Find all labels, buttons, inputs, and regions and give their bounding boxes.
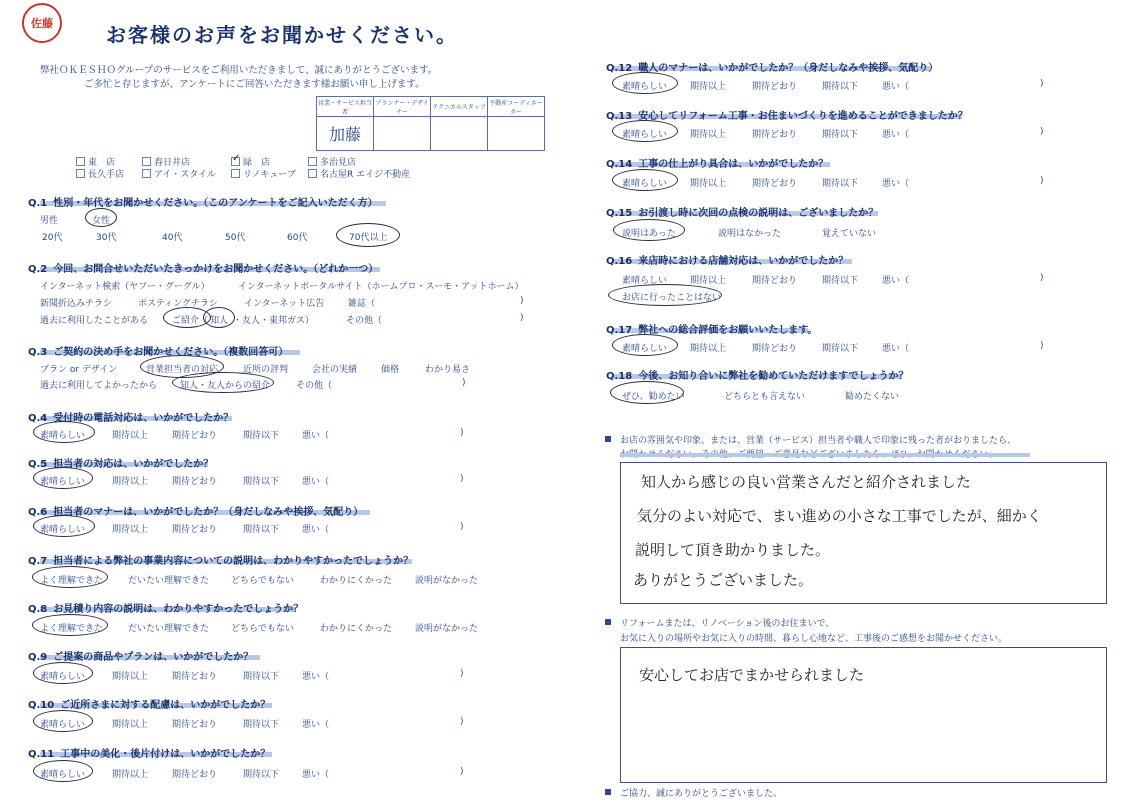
staff-realestate-cell bbox=[488, 117, 545, 151]
q5-title: Q.5 担当者の対応は、いかがでしたか？ bbox=[28, 459, 214, 470]
q7-understood-well[interactable]: よく理解できた bbox=[40, 576, 104, 586]
q1-age-20s[interactable]: 20代 bbox=[42, 233, 63, 243]
store-istyle[interactable]: アイ・スタイル bbox=[142, 167, 216, 180]
store-nagoya-r-age[interactable]: 名古屋R エイジ不動産 bbox=[308, 167, 410, 180]
q3-plan-design[interactable]: プラン or デザイン bbox=[40, 365, 118, 375]
q4-below[interactable]: 期待以下 bbox=[243, 431, 280, 441]
q18-neutral[interactable]: どちらとも言えない bbox=[724, 392, 806, 402]
q10-title: Q.10 ご近所さまに対する配慮は、いかがでしたか？ bbox=[28, 700, 271, 711]
q2-acquaintance-circle bbox=[203, 307, 235, 328]
q8-understood-well[interactable]: よく理解できた bbox=[40, 624, 104, 634]
q13-title: Q.13 安心してリフォーム工事・お住まいづくりを進めることができましたか？ bbox=[606, 111, 968, 122]
q17-excellent[interactable]: 素晴らしい bbox=[622, 344, 668, 354]
staff-table bbox=[316, 96, 545, 151]
comment2-prompt-2: お気に入りの場所やお気に入りの時間、暮らし心地など、工事後のご感想をお聞かせください。 bbox=[620, 634, 1008, 644]
q16-bad[interactable]: 悪い（ bbox=[882, 276, 910, 286]
q1-title: Q.1 性別・年代をお聞かせください。（このアンケートをご記入いただく方） bbox=[28, 198, 378, 209]
footer-thanks: ご協力、誠にありがとうございました。 bbox=[620, 789, 783, 799]
q18-not-recommend[interactable]: 勧めたくない bbox=[845, 392, 900, 402]
q6-title: Q.6 担当者のマナーは、いかがでしたか？（身だしなみや挨拶、気配り） bbox=[28, 507, 364, 518]
q10-bad[interactable]: 悪い（ bbox=[302, 720, 330, 730]
q1-male[interactable]: 男性 bbox=[40, 216, 59, 226]
staff-technical-cell bbox=[431, 117, 488, 151]
q10-as-expected[interactable]: 期待どおり bbox=[172, 720, 218, 730]
staff-sales-name: 加藤 bbox=[317, 117, 374, 151]
q8-no-explanation[interactable]: 説明がなかった bbox=[415, 624, 479, 634]
q7-circle bbox=[32, 566, 108, 588]
q1-age-60s[interactable]: 60代 bbox=[287, 233, 308, 243]
q5-bad[interactable]: 悪い（ bbox=[302, 477, 330, 487]
q17-as-expected[interactable]: 期待どおり bbox=[752, 344, 798, 354]
q9-title: Q.9 ご提案の商品やプランは、いかがでしたか？ bbox=[28, 652, 254, 663]
q2-title: Q.2 今回、お問合せいただいたきっかけをお聞かせください。（どれか一つ） bbox=[28, 264, 379, 275]
q11-below[interactable]: 期待以下 bbox=[243, 770, 280, 780]
q6-below[interactable]: 期待以下 bbox=[243, 525, 280, 535]
q2-internet-ad[interactable]: インターネット広告 bbox=[244, 299, 325, 309]
q9-circle bbox=[33, 662, 93, 684]
staff-header-planner: プランナー・デザイナー bbox=[374, 97, 431, 117]
q14-above[interactable]: 期待以上 bbox=[690, 179, 727, 189]
q10-circle bbox=[33, 710, 93, 732]
q15-not-explained[interactable]: 説明はなかった bbox=[718, 229, 782, 239]
intro-line-2: ご多忙と存じますが、アンケートにご回答いただきます様お願い申し上げます。 bbox=[84, 79, 425, 90]
checkbox-icon bbox=[231, 169, 240, 178]
q2-internet-portal[interactable]: インターネットポータルサイト（ホームプロ・スーモ・アットホーム） bbox=[238, 282, 524, 292]
q1-female-circle bbox=[85, 208, 117, 227]
q17-below[interactable]: 期待以下 bbox=[822, 344, 859, 354]
q4-as-expected[interactable]: 期待どおり bbox=[172, 431, 218, 441]
q16-title: Q.16 来店時における店舗対応は、いかがでしたか？ bbox=[606, 256, 849, 267]
q11-bad[interactable]: 悪い（ bbox=[302, 770, 330, 780]
store-higashi[interactable]: 東 店 bbox=[76, 155, 115, 168]
q13-excellent[interactable]: 素晴らしい bbox=[622, 130, 668, 140]
q12-above[interactable]: 期待以上 bbox=[690, 82, 727, 92]
q3-good-past-use[interactable]: 過去に利用してよかったから bbox=[40, 381, 158, 391]
q15-explained[interactable]: 説明はあった bbox=[622, 229, 676, 239]
q14-title: Q.14 工事の仕上がり具合は、いかがでしたか？ bbox=[606, 159, 829, 170]
q6-bad-close: ) bbox=[460, 522, 464, 532]
store-tajimi[interactable]: 多治見店 bbox=[308, 155, 356, 168]
q3-sales-response[interactable]: 営業担当者の対応 bbox=[146, 365, 219, 375]
comment1-hand-line-1: 知人から感じの良い営業さんだと紹介されました bbox=[641, 473, 972, 491]
q9-excellent[interactable]: 素晴らしい bbox=[40, 672, 86, 682]
comment2-prompt-1: リフォームまたは、リノベーション後のお住まいで、 bbox=[620, 619, 835, 629]
q5-above[interactable]: 期待以上 bbox=[112, 477, 149, 487]
q2-acquaintance[interactable]: 知人 bbox=[210, 316, 229, 326]
q13-as-expected[interactable]: 期待どおり bbox=[752, 130, 798, 140]
q14-bad-close: ) bbox=[1040, 176, 1044, 186]
q12-bad[interactable]: 悪い（ bbox=[882, 82, 910, 92]
comment1-hand-line-3: 説明して頂き助かりました。 bbox=[635, 541, 831, 559]
q4-above[interactable]: 期待以上 bbox=[112, 431, 149, 441]
seal-stamp-text: 佐藤 bbox=[31, 17, 53, 30]
q16-never-visited[interactable]: お店に行ったことはない bbox=[622, 293, 722, 303]
q2-posting-flyer[interactable]: ポスティングチラシ bbox=[138, 299, 218, 309]
square-bullet-icon bbox=[605, 789, 611, 795]
q11-above[interactable]: 期待以上 bbox=[112, 770, 149, 780]
q7-title: Q.7 担当者による弊社の事業内容についての説明は、わかりやすかったでしょうか？ bbox=[28, 556, 414, 567]
q13-bad-close: ) bbox=[1040, 127, 1044, 137]
q17-circle bbox=[612, 334, 678, 356]
q11-excellent[interactable]: 素晴らしい bbox=[40, 770, 86, 780]
q2-other-close: ) bbox=[520, 313, 524, 323]
q10-below[interactable]: 期待以下 bbox=[243, 720, 280, 730]
q7-no-explanation[interactable]: 説明がなかった bbox=[415, 576, 479, 586]
q15-title: Q.15 お引渡し時に次回の点検の説明は、ございましたか？ bbox=[606, 208, 879, 219]
q1-age-70plus[interactable]: 70代以上 bbox=[349, 233, 388, 243]
q4-bad[interactable]: 悪い（ bbox=[302, 431, 330, 441]
comment1-hand-line-4: ありがとうございました。 bbox=[633, 571, 814, 589]
comment1-prompt-1: お店の雰囲気や印象。または、営業（サービス）担当者や職人で印象に残った者がおりましたら、 bbox=[620, 436, 1017, 446]
checkbox-icon bbox=[308, 157, 317, 166]
q1-age-40s[interactable]: 40代 bbox=[162, 233, 183, 243]
q16-above[interactable]: 期待以上 bbox=[690, 276, 727, 286]
q13-bad[interactable]: 悪い（ bbox=[882, 130, 910, 140]
q3-title: Q.3 ご契約の決め手をお聞かせください。（複数回答可） bbox=[28, 347, 289, 358]
q7-hard-to-understand[interactable]: わかりにくかった bbox=[320, 576, 393, 586]
q3-other[interactable]: その他（ bbox=[296, 381, 333, 391]
store-renocube[interactable]: リノキューブ bbox=[231, 167, 296, 180]
comment1-box[interactable] bbox=[620, 462, 1107, 604]
q12-circle bbox=[612, 72, 678, 94]
q17-title: Q.17 弊社への総合評価をお願いいたします。 bbox=[606, 325, 818, 336]
q13-below[interactable]: 期待以下 bbox=[822, 130, 859, 140]
q1-female[interactable]: 女性 bbox=[92, 216, 111, 226]
checkbox-icon bbox=[308, 169, 317, 178]
q18-circle bbox=[610, 381, 684, 404]
q2-newspaper-flyer[interactable]: 新聞折込みチラシ bbox=[40, 299, 113, 309]
q5-as-expected[interactable]: 期待どおり bbox=[172, 477, 218, 487]
q5-bad-close: ) bbox=[460, 474, 464, 484]
q10-excellent[interactable]: 素晴らしい bbox=[40, 720, 86, 730]
q11-bad-close: ) bbox=[460, 767, 464, 777]
intro-line-1: 弊社ＯＫＥＳＨＯグループのサービスをご利用いただきまして、誠にありがとうございます。 bbox=[40, 65, 438, 76]
q11-title: Q.11 工事中の美化・後片付けは、いかがでしたか？ bbox=[28, 749, 271, 760]
q3-acquaintance-referral[interactable]: 知人・友人からの紹介 bbox=[180, 381, 271, 391]
q14-as-expected[interactable]: 期待どおり bbox=[752, 179, 798, 189]
staff-header-sales: 営業・サービス担当者 bbox=[317, 97, 374, 117]
q2-magazine-close: ) bbox=[520, 296, 524, 306]
q5-excellent[interactable]: 素晴らしい bbox=[40, 477, 86, 487]
q16-as-expected[interactable]: 期待どおり bbox=[752, 276, 798, 286]
q15-dont-remember[interactable]: 覚えていない bbox=[822, 229, 877, 239]
q8-circle bbox=[32, 614, 108, 636]
q10-above[interactable]: 期待以上 bbox=[112, 720, 149, 730]
q12-as-expected[interactable]: 期待どおり bbox=[752, 82, 798, 92]
q13-circle bbox=[612, 120, 678, 142]
comment1-hand-line-2: 気分のよい対応で、まい進めの小さな工事でしたが、細かく bbox=[637, 507, 1042, 525]
q13-above[interactable]: 期待以上 bbox=[690, 130, 727, 140]
checkbox-icon bbox=[76, 157, 85, 166]
q1-age-50s[interactable]: 50代 bbox=[225, 233, 246, 243]
q3-neighborhood-reputation[interactable]: 近所の評判 bbox=[243, 365, 289, 375]
q2-referral[interactable]: ご紹介（ bbox=[172, 316, 209, 326]
q8-hard-to-understand[interactable]: わかりにくかった bbox=[320, 624, 393, 634]
q9-below[interactable]: 期待以下 bbox=[243, 672, 280, 682]
q16-bad-close: ) bbox=[1040, 273, 1044, 283]
q2-internet-search[interactable]: インターネット検索（ヤフー・グーグル） bbox=[40, 282, 210, 292]
checked-checkbox-icon: ✓ bbox=[232, 153, 241, 164]
q9-bad-close: ) bbox=[460, 669, 464, 679]
q6-circle bbox=[33, 515, 95, 537]
q7-mostly-understood[interactable]: だいたい理解できた bbox=[128, 576, 210, 586]
checkbox-icon bbox=[142, 157, 151, 166]
q6-as-expected[interactable]: 期待どおり bbox=[172, 525, 218, 535]
q4-circle bbox=[33, 421, 95, 443]
q4-excellent[interactable]: 素晴らしい bbox=[40, 431, 86, 441]
q9-as-expected[interactable]: 期待どおり bbox=[172, 672, 218, 682]
q15-circle bbox=[613, 219, 685, 241]
q6-bad[interactable]: 悪い（ bbox=[302, 525, 330, 535]
q18-definitely-recommend[interactable]: ぜひ、勧めたい bbox=[622, 392, 685, 402]
q2-used-before[interactable]: 過去に利用したことがある bbox=[40, 316, 149, 326]
q8-mostly-understood[interactable]: だいたい理解できた bbox=[128, 624, 210, 634]
q18-title: Q.18 今後、お知り合いに弊社を勧めていただけますでしょうか？ bbox=[606, 371, 909, 382]
q3-other-close: ) bbox=[462, 378, 466, 388]
store-midori[interactable]: ✓ 緑 店 bbox=[232, 153, 271, 168]
q14-bad[interactable]: 悪い（ bbox=[882, 179, 910, 189]
q12-excellent[interactable]: 素晴らしい bbox=[622, 82, 668, 92]
checkbox-icon bbox=[76, 169, 85, 178]
q16-circle bbox=[608, 284, 722, 306]
q1-age-circle bbox=[336, 223, 400, 247]
q17-above[interactable]: 期待以上 bbox=[690, 344, 727, 354]
q12-below[interactable]: 期待以下 bbox=[822, 82, 859, 92]
staff-planner-cell bbox=[374, 117, 431, 151]
q3-referral-circle bbox=[172, 372, 274, 393]
q2-magazine[interactable]: 雑誌（ bbox=[348, 299, 376, 309]
q1-age-30s[interactable]: 30代 bbox=[96, 233, 117, 243]
q3-clarity[interactable]: わかり易さ bbox=[425, 365, 471, 375]
square-bullet-icon bbox=[605, 436, 611, 442]
q4-title: Q.4 受付時の電話対応は、いかがでしたか？ bbox=[28, 413, 234, 424]
comment2-box[interactable] bbox=[620, 647, 1107, 783]
q12-bad-close: ) bbox=[1040, 79, 1044, 89]
comment1-prompt-bar bbox=[620, 453, 1030, 457]
q4-bad-close: ) bbox=[460, 428, 464, 438]
q11-circle bbox=[33, 760, 93, 782]
checkbox-icon bbox=[142, 169, 151, 178]
square-bullet-icon bbox=[605, 619, 611, 625]
q14-below[interactable]: 期待以下 bbox=[822, 179, 859, 189]
q6-excellent[interactable]: 素晴らしい bbox=[40, 525, 86, 535]
q8-title: Q.8 お見積り内容の説明は、わかりやすかったでしょうか？ bbox=[28, 604, 304, 615]
q6-above[interactable]: 期待以上 bbox=[112, 525, 149, 535]
q14-circle bbox=[612, 169, 678, 191]
q14-excellent[interactable]: 素晴らしい bbox=[622, 179, 668, 189]
page-title: お客様のお声をお聞かせください。 bbox=[106, 23, 458, 47]
q7-neither[interactable]: どちらでもない bbox=[231, 576, 294, 586]
q3-company-record[interactable]: 会社の実績 bbox=[312, 365, 358, 375]
q10-bad-close: ) bbox=[460, 717, 464, 727]
seal-stamp bbox=[22, 3, 62, 43]
q17-bad[interactable]: 悪い（ bbox=[882, 344, 910, 354]
comment2-hand-line-1: 安心してお店でまかせられました bbox=[639, 666, 865, 684]
q5-circle bbox=[33, 467, 93, 489]
staff-header-technical: テクニカルスタッフ bbox=[431, 97, 488, 117]
store-kasugai[interactable]: 春日井店 bbox=[142, 155, 190, 168]
q12-title: Q.12 職人のマナーは、いかがでしたか？（身だしなみや挨拶、気配り） bbox=[606, 63, 939, 74]
q17-bad-close: ) bbox=[1040, 341, 1044, 351]
store-nagakute[interactable]: 長久手店 bbox=[76, 167, 124, 180]
q8-neither[interactable]: どちらでもない bbox=[231, 624, 294, 634]
q16-below[interactable]: 期待以下 bbox=[822, 276, 859, 286]
q3-price[interactable]: 価格 bbox=[381, 365, 400, 375]
q2-other[interactable]: その他（ bbox=[346, 316, 383, 326]
staff-header-realestate: 不動産コーディネーター bbox=[488, 97, 545, 117]
q2-referral-rest: ・友人・東邦ガス） bbox=[233, 316, 315, 326]
q9-above[interactable]: 期待以上 bbox=[112, 672, 149, 682]
q16-excellent[interactable]: 素晴らしい bbox=[622, 276, 668, 286]
q5-below[interactable]: 期待以下 bbox=[243, 477, 280, 487]
q11-as-expected[interactable]: 期待どおり bbox=[172, 770, 218, 780]
q9-bad[interactable]: 悪い（ bbox=[302, 672, 330, 682]
